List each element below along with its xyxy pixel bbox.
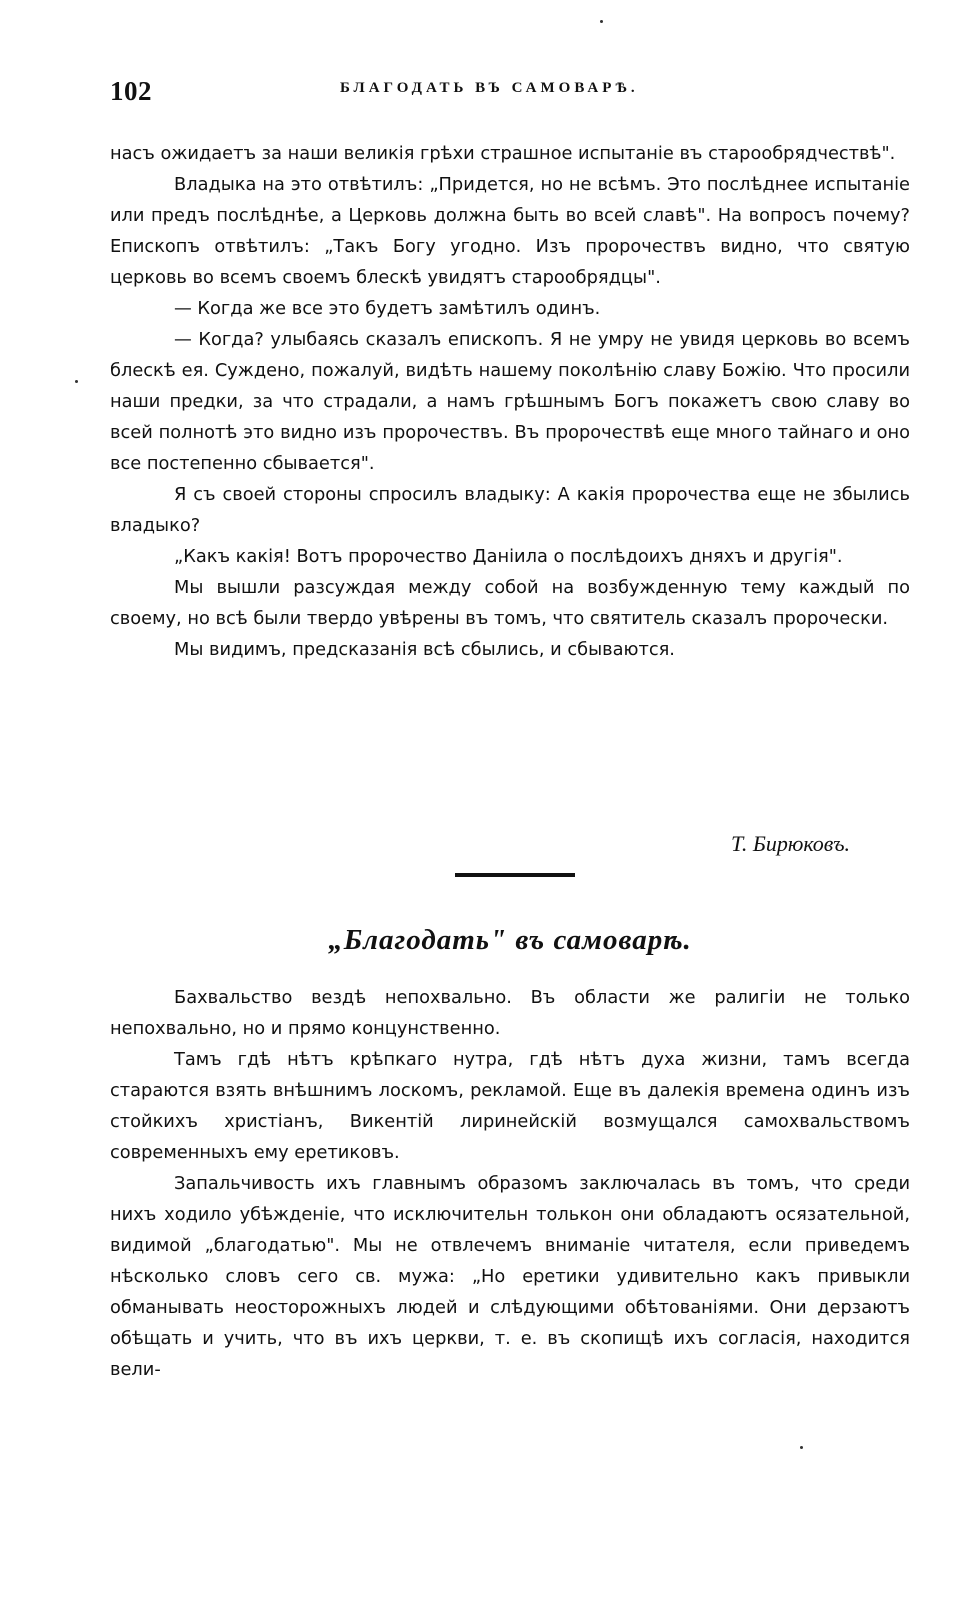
- article-title: „Благодать" въ самоварѣ.: [328, 924, 692, 956]
- paragraph: Мы видимъ, предсказанія всѣ сбылись, и сбываются.: [174, 639, 675, 660]
- running-head: БЛАГОДАТЬ ВЪ САМОВАРѢ.: [340, 80, 639, 96]
- section-divider: [455, 873, 575, 877]
- paragraph: — Когда? улыбаясь сказалъ епископъ. Я не умру не увидя церковь во всемъ блескѣ ея. Суждено, пожалуй, видѣть нашему поколѣнію славу Божію. Что просили наши предки, за что страдали, а намъ грѣшнымъ Богъ покажетъ свою славу во всей полнотѣ это видно изъ пророчествъ. Въ пророчествѣ еще много тайнаго и оно все постепенно сбывается".: [110, 329, 910, 474]
- print-speck: [800, 1446, 803, 1449]
- paragraph: насъ ожидаетъ за наши великія грѣхи страшное испытаніе въ старообрядчествѣ".: [110, 143, 896, 164]
- print-speck: [600, 20, 603, 23]
- paragraph: „Какъ какія! Вотъ пророчество Даніила о послѣдоихъ дняхъ и другія".: [174, 546, 843, 567]
- paragraph: Мы вышли разсуждая между собой на возбужденную тему каждый по своему, но всѣ были твердо увѣрены въ томъ, что святитель сказалъ пророчески.: [110, 577, 910, 629]
- paragraph: — Когда же все это будетъ замѣтилъ одинъ.: [174, 298, 601, 319]
- paragraph: Я съ своей стороны спросилъ владыку: А какія пророчества еще не збылись владыко?: [110, 484, 910, 536]
- paragraph: Запальчивость ихъ главнымъ образомъ заключалась въ томъ, что среди нихъ ходило убѣжденіе, что исключительн толькон они обладаютъ осязательной, видимой „благодатью". Мы не отвлечемъ вниманіе читателя, если приведемъ нѣсколько словъ сего св. мужа: „Но еретики удивительно какъ привыкли обманывать неосторожныхъ людей и слѣдующими обѣтованіями. Они дерзаютъ обѣщать и учить, что въ ихъ церкви, т. е. въ скопищѣ ихъ согласія, находится вели-: [110, 1173, 910, 1380]
- page-number: 102: [110, 76, 152, 106]
- paragraph: Тамъ гдѣ нѣтъ крѣпкаго нутра, гдѣ нѣтъ духа жизни, тамъ всегда стараются взять внѣшнимъ лоскомъ, рекламой. Еще въ далекія времена одинъ изъ стойкихъ христіанъ, Викентій лиринейскій возмущался самохвальствомъ современныхъ ему еретиковъ.: [110, 1049, 910, 1163]
- text-block-continuation: [110, 138, 910, 665]
- paragraph: Владыка на это отвѣтилъ: „Придется, но не всѣмъ. Это послѣднее испытаніе или предъ послѣднѣе, а Церковь должна быть во всей славѣ". На вопросъ почему? Епископъ отвѣтилъ: „Такъ Богу угодно. Изъ пророчествъ видно, что святую церковь во всемъ своемъ блескѣ увидятъ старообрядцы".: [110, 174, 910, 288]
- author-signature: Т. Бирюковъ.: [731, 831, 850, 856]
- paragraph: Бахвальство вездѣ непохвально. Въ области же ралигіи не только непохвально, но и прямо концунственно.: [110, 987, 910, 1039]
- print-speck: [75, 380, 78, 383]
- text-block-article: [110, 982, 910, 1385]
